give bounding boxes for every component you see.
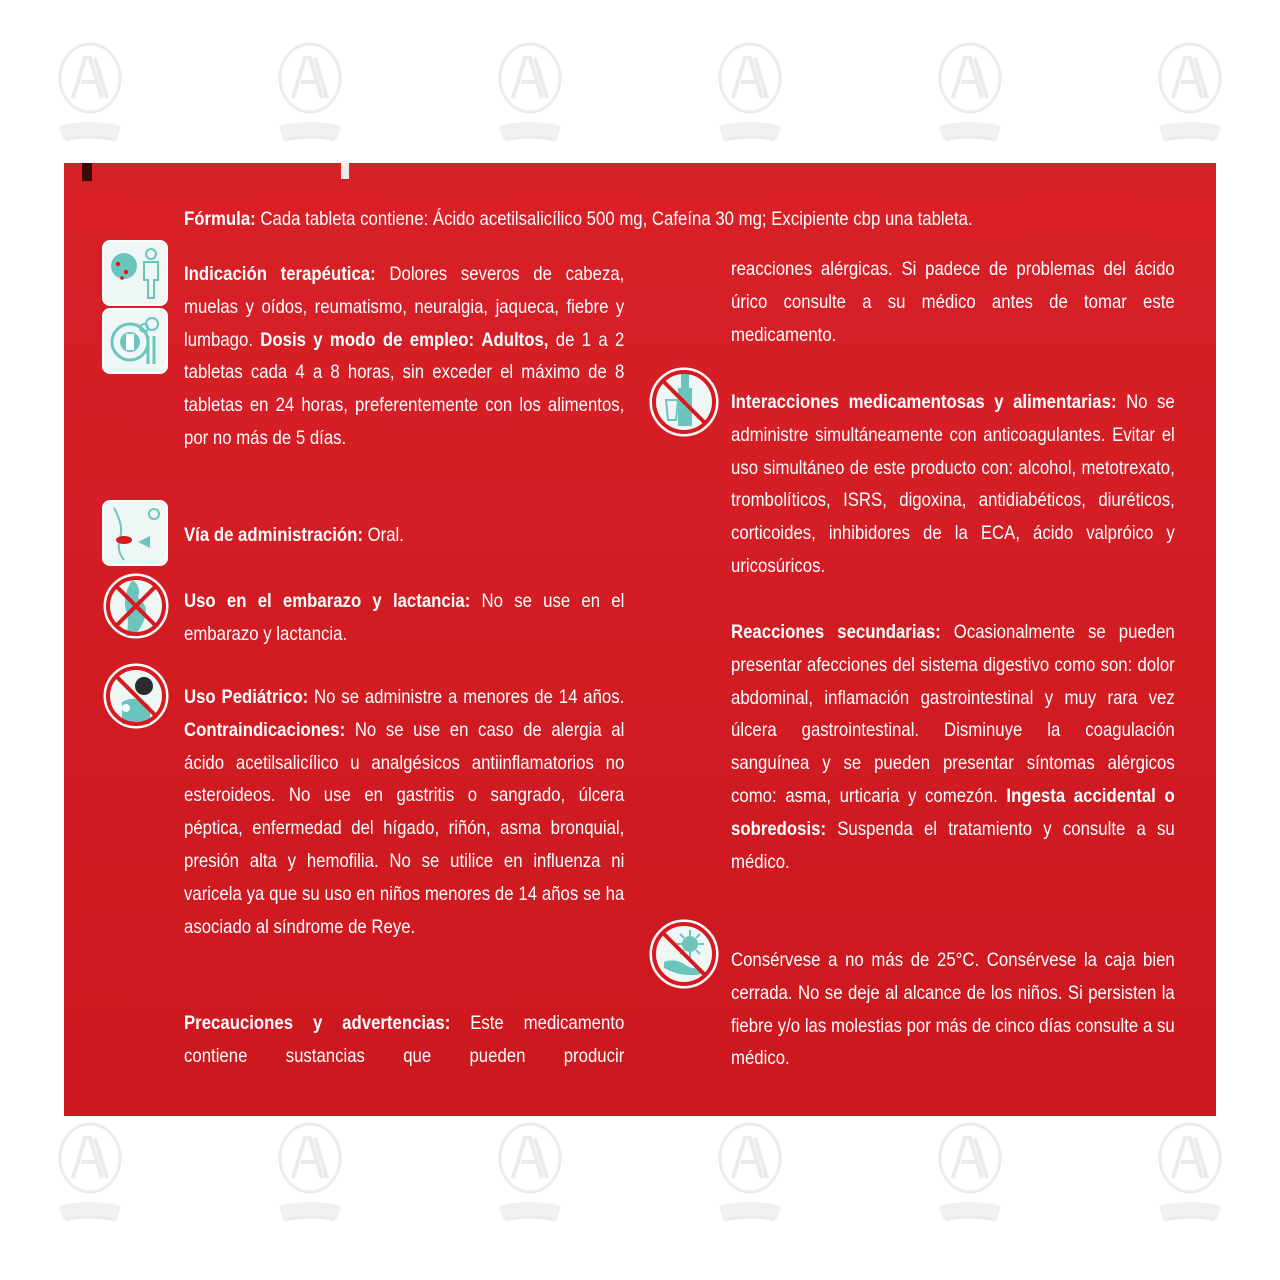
- via-label: Vía de administración:: [184, 524, 363, 546]
- panel-edge-mark: [82, 163, 92, 181]
- dosis-text: de 1 a 2 tabletas cada 4 a 8 horas, sin exceder el máximo de 8 tabletas en 24 horas, preferentemente con los alimentos, por no más de 5 días.: [184, 328, 625, 449]
- ingesta-text: Suspenda el tratamiento y consulte a su médico.: [731, 817, 1175, 873]
- contraindicaciones-text: No se use en caso de alergia al ácido acetilsalicílico u analgésicos antiinflamatorios no esteroideos. No use en gastritis o sangrado, úlcera péptica, enfermedad del hígado, riñón, asma bronquial, presión alta y hemofilia. No se utilice en influenza ni varicela ya que su uso en niños menores de 14 años se ha asociado al síndrome de Reye.: [184, 718, 625, 938]
- watermark-logo: [495, 40, 565, 150]
- adultos-label: Adultos,: [481, 328, 549, 351]
- contraindicaciones-label: Contraindicaciones:: [184, 718, 346, 741]
- no-pregnancy-icon: [102, 572, 170, 640]
- head-pain-icon: [102, 240, 168, 306]
- embarazo-label: Uso en el embarazo y lactancia:: [184, 590, 471, 612]
- precauciones-label: Precauciones y advertencias:: [184, 1012, 451, 1034]
- via-text: Oral.: [367, 524, 404, 546]
- watermark-logo: [1155, 1120, 1225, 1230]
- watermark-logo: [715, 1120, 785, 1230]
- formula-label: Fórmula:: [184, 208, 256, 230]
- precauciones-text-2: contiene sustancias que pueden producir: [184, 1044, 625, 1067]
- formula-text: Cada tableta contiene: Ácido acetilsalicílico 500 mg, Cafeína 30 mg; Excipiente cbp una tableta.: [260, 208, 973, 230]
- watermark-logo: [275, 1120, 345, 1230]
- watermark-logo: [495, 1120, 565, 1230]
- pediatrico-section: [184, 681, 624, 943]
- precauciones-text-1: Este medicamento: [470, 1012, 625, 1034]
- watermark-logo: [1155, 40, 1225, 150]
- oral-route-icon: [102, 500, 168, 566]
- reacciones-text: Ocasionalmente se pueden presentar afecciones del sistema digestivo como son: dolor abdominal, inflamación gastrointestinal y muy rara vez úlcera gastrointestinal. Disminuye la coagulación sanguínea y se pueden presentar síntomas alérgicos como: asma, urticaria y comezón.: [731, 621, 1175, 807]
- watermark-logo: [55, 1120, 125, 1230]
- indicacion-label: Indicación terapéutica:: [184, 263, 376, 285]
- no-children-icon: [102, 662, 170, 730]
- indicacion-text: Dolores severos de cabeza, muelas y oídos, reumatismo, neuralgia, jaqueca, fiebre y lumbago.: [184, 263, 625, 351]
- precauciones-continued-text: reacciones alérgicas. Si padece de problemas del ácido úrico consulte a su médico antes de tomar este medicamento.: [731, 258, 1175, 346]
- formula-line: [184, 203, 973, 236]
- pediatrico-text: No se administre a menores de 14 años.: [314, 686, 625, 708]
- embarazo-section: [184, 585, 624, 651]
- via-section: [184, 519, 624, 552]
- conservacion-text: Consérvese a no más de 25°C. Consérvese la caja bien cerrada. No se deje al alcance de los niños. Si persisten la fiebre y/o las molestias por más de cinco días consulte a su médico.: [731, 949, 1175, 1070]
- watermark-logo: [935, 1120, 1005, 1230]
- precauciones-continued: [731, 253, 1175, 351]
- interacciones-section: [731, 386, 1175, 583]
- embarazo-text: No se use en el embarazo y lactancia.: [184, 590, 625, 645]
- pediatrico-label: Uso Pediátrico:: [184, 686, 309, 708]
- precauciones-section: [184, 1007, 624, 1073]
- panel-edge-mark: [341, 163, 349, 179]
- interacciones-text: No se administre simultáneamente con anticoagulantes. Evitar el uso simultáneo de este producto con: alcohol, metotrexato, trombolíticos, ISRS, digoxina, antidiabéticos, diuréticos, corticoides, inhibidores de la ECA, ácido valpróico y uricosúricos.: [731, 391, 1175, 577]
- watermark-logo: [275, 40, 345, 150]
- watermark-logo: [715, 40, 785, 150]
- interacciones-label: Interacciones medicamentosas y alimentarias:: [731, 391, 1117, 413]
- watermark-logo: [935, 40, 1005, 150]
- reacciones-section: [731, 616, 1175, 878]
- indicacion-section: [184, 258, 624, 455]
- no-alcohol-icon: [648, 366, 720, 438]
- precauciones-line-1: [184, 1007, 624, 1040]
- reacciones-label: Reacciones secundarias:: [731, 621, 941, 643]
- ingesta-label: Ingesta accidental o sobredosis:: [731, 784, 1175, 840]
- no-sun-icon: [648, 918, 720, 990]
- conservacion-section: [731, 944, 1175, 1075]
- meal-plate-icon: [102, 308, 168, 374]
- dosis-label: Dosis y modo de empleo:: [260, 328, 475, 351]
- watermark-logo: [55, 40, 125, 150]
